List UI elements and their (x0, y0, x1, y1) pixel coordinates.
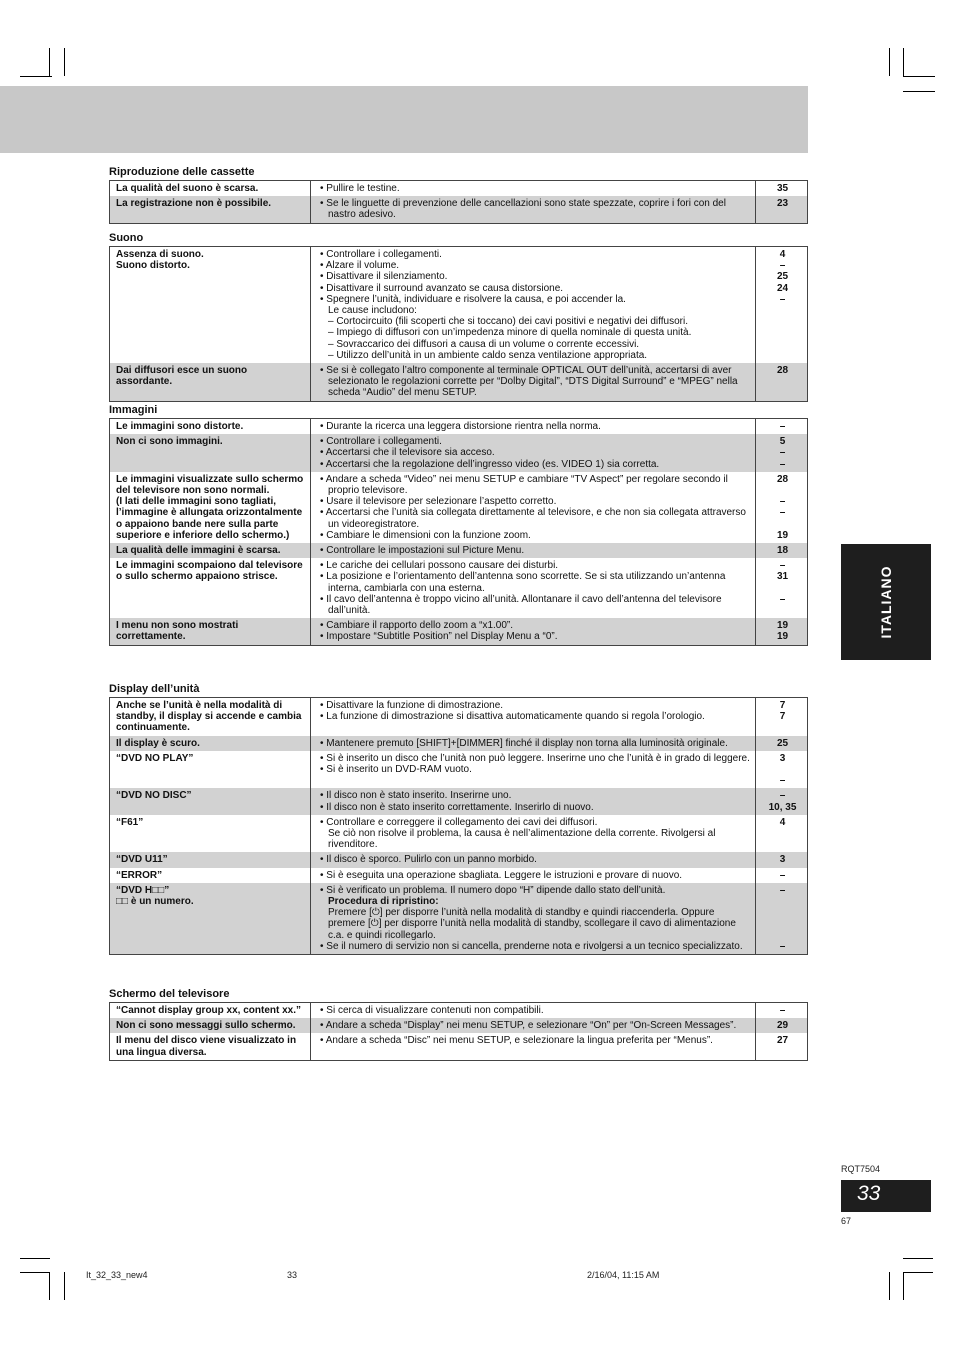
page-ref-line: – (779, 560, 786, 572)
crop-mark (903, 1272, 904, 1300)
page-ref-line: 29 (776, 1020, 789, 1032)
problem-cell (110, 419, 311, 435)
problem-line: I menu non sono mostrati correttamente. (116, 620, 239, 643)
page-ref-cell (756, 558, 808, 618)
solution-cell (311, 751, 756, 789)
section-title: Schermo del televisore (109, 988, 230, 1000)
problem-line: La qualità delle immagini è scarsa. (116, 545, 281, 557)
solution-cell (311, 434, 756, 472)
section-immagini (109, 403, 808, 646)
problem-cell (110, 868, 311, 883)
solution-line: – Impiego di diffusori con un’impedenza minore di quella nominale di questa unità. (328, 327, 692, 339)
problem-line: Dai diffusori esce un suono assordante. (116, 365, 248, 388)
solution-line: Se ciò non risolve il problema, la causa è nell’alimentazione della corrente. Rivolgersi al rivenditore. (328, 828, 716, 851)
problem-line: Anche se l’unità è nella modalità di standby, il display si accende e cambia continuamente. (116, 700, 302, 734)
table-row (110, 1003, 808, 1019)
table-row (110, 698, 808, 736)
crop-mark (20, 76, 52, 77)
problem-line: Le immagini visualizzate sullo schermo del televisore non sono normali. (116, 473, 304, 497)
solution-line: • Se le linguette di prevenzione delle cancellazioni sono state spezzate, coprire i fori con del nastro adesivo. (320, 198, 726, 221)
problem-cell (110, 1003, 311, 1019)
solution-cell (311, 472, 756, 543)
page-ref-cell (756, 434, 808, 472)
solution-line: • Se si è collegato l’altro componente al terminale OPTICAL OUT dell’unità, accertarsi di aver selezionato le regolazioni corrette per “Dolby Digital”, “DTS Digital Surround” e “MPEG” nella scheda “Audio” del menu SETUP. (320, 365, 738, 399)
page-ref-cell (756, 815, 808, 853)
crop-mark (49, 48, 50, 76)
page-ref-line: 19 (776, 620, 789, 632)
solution-line: • Andare a scheda “Video” nei menu SETUP e cambiare “TV Aspect” per regolare secondo il proprio televisore. (320, 473, 728, 497)
table-row (110, 883, 808, 955)
troubleshoot-table (109, 1002, 808, 1061)
crop-mark (64, 48, 65, 76)
solution-line: • Alzare il volume. (320, 260, 400, 272)
crop-mark (903, 76, 935, 77)
solution-line: • Disattivare il surround avanzato se causa distorsione. (320, 282, 564, 294)
solution-line: • Cambiare il rapporto dello zoom a “x1.00”. (320, 620, 514, 632)
problem-cell (110, 472, 311, 543)
crop-mark (903, 91, 935, 92)
table-row (110, 736, 808, 751)
page-ref-line: 10, 35 (768, 801, 797, 813)
page-ref-line: 5 (779, 436, 786, 448)
solution-line: • Il cavo dell’antenna è troppo vicino all’unità. Allontanare il cavo dell’antenna del televisore dall’unità. (320, 593, 722, 617)
page-ref-cell (756, 618, 808, 645)
problem-cell (110, 1033, 311, 1060)
problem-line: Suono distorto. (116, 260, 190, 272)
page-ref-line: 31 (776, 571, 789, 583)
language-tab-label: ITALIANO (878, 565, 894, 639)
page-ref-line (762, 519, 803, 530)
footer-datetime: 2/16/04, 11:15 AM (587, 1270, 660, 1280)
page-ref-cell (756, 883, 808, 955)
page-ref-cell (756, 852, 808, 867)
page-ref-line: 18 (776, 545, 789, 557)
crop-mark (889, 1272, 890, 1300)
problem-cell (110, 1018, 311, 1033)
table-row (110, 868, 808, 883)
solution-line: • Accertarsi che l’unità sia collegata direttamente al televisore, e che non sia collegata attraverso un videoregistratore. (320, 507, 746, 530)
solution-cell (311, 247, 756, 364)
table-row (110, 558, 808, 618)
problem-cell (110, 883, 311, 955)
page-ref-line: 25 (776, 737, 789, 749)
problem-line: La registrazione non è possibile. (116, 198, 272, 210)
page-ref-line: – (779, 421, 786, 432)
solution-line: • Si è eseguita una operazione sbagliata. Leggere le istruzioni e provare di nuovo. (320, 869, 683, 881)
solution-cell (311, 363, 756, 401)
solution-line: – Utilizzo dell’unità in un ambiente caldo senza ventilazione appropriata. (328, 349, 648, 361)
language-tab (841, 544, 931, 660)
crop-mark (889, 48, 890, 76)
solution-line: • Andare a scheda “Disc” nei menu SETUP, e selezionare la lingua preferita per “Menus”. (320, 1035, 713, 1047)
page-ref-cell (756, 363, 808, 401)
troubleshoot-table (109, 697, 808, 955)
page-ref-line: 19 (776, 631, 789, 643)
page-ref-line: 19 (776, 529, 789, 541)
page-ref-line: 25 (776, 271, 789, 283)
problem-line: “DVD U11” (116, 854, 168, 866)
page-ref-line: 4 (779, 249, 786, 260)
page-ref-line (762, 907, 803, 918)
solution-cell (311, 1033, 756, 1060)
page-ref-line: – (779, 293, 786, 305)
solution-cell (311, 736, 756, 751)
page-ref-cell (756, 1018, 808, 1033)
solution-cell (311, 698, 756, 736)
solution-line: – Sovraccarico dei diffusori a causa di un volume o corrente eccessivi. (328, 338, 640, 350)
solution-cell (311, 815, 756, 853)
page-ref-line: – (779, 458, 786, 470)
solution-cell (311, 181, 756, 197)
page-ref-line: – (779, 593, 786, 605)
page-ref-line (762, 896, 803, 907)
problem-cell (110, 247, 311, 364)
page-sub-number: 67 (841, 1216, 852, 1226)
page-ref-cell (756, 543, 808, 558)
page-ref-line: – (779, 775, 786, 787)
solution-cell (311, 1018, 756, 1033)
problem-cell (110, 736, 311, 751)
page-ref-cell (756, 1003, 808, 1019)
page-ref-cell (756, 736, 808, 751)
table-row (110, 1018, 808, 1033)
problem-line: □□ è un numero. (116, 896, 194, 908)
problem-line: Il menu del disco viene visualizzato in una lingua diversa. (116, 1035, 297, 1058)
solution-line: • Disattivare il silenziamento. (320, 271, 448, 283)
solution-line: • Le cariche dei cellulari possono causare dei disturbi. (320, 560, 559, 572)
table-row (110, 363, 808, 401)
section-suono (109, 231, 808, 402)
table-row (110, 543, 808, 558)
table-row (110, 788, 808, 814)
problem-cell (110, 751, 311, 789)
page-ref-line: 35 (776, 183, 789, 194)
solution-line: • Si è inserito un disco che l’unità non può leggere. Inserirne uno che l’unità è in grado di leggere. (320, 752, 750, 764)
solution-line: • La funzione di dimostrazione si disattiva automaticamente quando si regola l’orologio. (320, 711, 705, 723)
footer-page: 33 (287, 1270, 298, 1280)
solution-cell (311, 558, 756, 618)
table-row (110, 434, 808, 472)
crop-mark (903, 48, 904, 76)
section-display (109, 682, 808, 955)
page-ref-line: – (779, 447, 786, 459)
table-row (110, 751, 808, 789)
solution-line: • Controllare e correggere il collegamento dei cavi dei diffusori. (320, 816, 598, 828)
page-ref-line: – (779, 260, 786, 272)
table-row (110, 247, 808, 364)
solution-cell (311, 1003, 756, 1019)
page-ref-cell (756, 698, 808, 736)
solution-line: • Accertarsi che la regolazione dell’ingresso video (es. VIDEO 1) sia corretta. (320, 458, 660, 470)
problem-line: Le immagini sono distorte. (116, 421, 244, 432)
page-ref-cell (756, 472, 808, 543)
page-ref-line (762, 764, 803, 775)
problem-line: Il display è scuro. (116, 737, 200, 749)
problem-cell (110, 852, 311, 867)
page-ref-line (762, 485, 803, 496)
problem-line: “Cannot display group xx, content xx.” (116, 1005, 302, 1016)
troubleshoot-table (109, 418, 808, 646)
solution-cell (311, 543, 756, 558)
problem-line: Non ci sono messaggi sullo schermo. (116, 1020, 296, 1032)
page-ref-cell (756, 181, 808, 197)
solution-line: • Controllare i collegamenti. (320, 436, 442, 448)
troubleshoot-table (109, 180, 808, 224)
solution-line: • Controllare i collegamenti. (320, 249, 442, 260)
solution-cell (311, 419, 756, 435)
page-ref-line: – (779, 507, 786, 519)
page-ref-line: 4 (779, 816, 786, 828)
problem-cell (110, 788, 311, 814)
page-ref-line: – (779, 496, 786, 508)
section-title: Riproduzione delle cassette (109, 166, 255, 178)
problem-line: “ERROR” (116, 869, 163, 881)
problem-cell (110, 815, 311, 853)
page-ref-line: 7 (779, 711, 786, 723)
solution-line: • Pullire le testine. (320, 183, 400, 194)
table-row (110, 196, 808, 223)
page-ref-cell (756, 1033, 808, 1060)
table-row (110, 1033, 808, 1060)
solution-line: • Andare a scheda “Display” nei menu SETUP, e selezionare “On” per “On-Screen Messages”. (320, 1020, 737, 1032)
solution-line: • Durante la ricerca una leggera distorsione rientra nella norma. (320, 421, 601, 432)
solution-line: • Se il numero di servizio non si cancella, prenderne nota e rivolgersi a un tecnico specializzato. (320, 940, 743, 952)
solution-cell (311, 883, 756, 955)
solution-line: • Disattivare la funzione di dimostrazione. (320, 700, 504, 711)
page-number-box (841, 1180, 931, 1212)
problem-cell (110, 558, 311, 618)
header-band (0, 86, 808, 153)
problem-line: La qualità del suono è scarsa. (116, 183, 259, 194)
crop-mark (49, 1272, 50, 1300)
page-ref-line: – (779, 790, 786, 802)
problem-cell (110, 543, 311, 558)
table-row (110, 815, 808, 853)
table-row (110, 181, 808, 197)
page-ref-line: – (779, 884, 786, 896)
page-ref-cell (756, 751, 808, 789)
problem-cell (110, 434, 311, 472)
page-ref-cell (756, 868, 808, 883)
problem-line: “DVD H□□” (116, 884, 170, 896)
page-ref-line: 28 (776, 365, 789, 377)
problem-line: Le immagini scompaiono dal televisore o sullo schermo appaiono strisce. (116, 560, 303, 583)
solution-line: • Cambiare le dimensioni con la funzione zoom. (320, 529, 531, 541)
page-number: 33 (857, 1182, 881, 1205)
table-row (110, 618, 808, 645)
page-ref-line: 27 (776, 1035, 789, 1047)
page-ref-line: – (779, 1005, 786, 1016)
problem-line: “DVD NO PLAY” (116, 752, 194, 764)
solution-line: • Mantenere premuto [SHIFT]+[DIMMER] finché il display non torna alla luminosità originale. (320, 737, 728, 749)
problem-cell (110, 363, 311, 401)
crop-mark (20, 1272, 50, 1273)
solution-line: • Spegnere l’unità, individuare e risolvere la causa, e poi accender la. (320, 293, 626, 305)
solution-line: • Il disco non è stato inserito correttamente. Inserirlo di nuovo. (320, 801, 594, 813)
solution-cell (311, 196, 756, 223)
solution-line: • Il disco non è stato inserito. Inserirne uno. (320, 790, 512, 802)
page-ref-line: – (779, 940, 786, 952)
page-ref-cell (756, 247, 808, 364)
problem-line: “F61” (116, 816, 144, 828)
table-row (110, 852, 808, 867)
crop-mark (903, 1258, 933, 1259)
page-ref-cell (756, 788, 808, 814)
section-title: Display dell’unità (109, 683, 200, 695)
solution-line: – Cortocircuito (fili scoperti che si toccano) dei cavi positivi e negativi dei diffusori. (328, 316, 688, 328)
solution-line: • Si è inserito un DVD-RAM vuoto. (320, 764, 472, 776)
page-ref-line (762, 583, 803, 594)
page-ref-line: 24 (776, 282, 789, 294)
solution-line: • Usare il televisore per selezionare l’aspetto corretto. (320, 496, 557, 508)
page-ref-line: 23 (776, 198, 789, 210)
section-cassette (109, 165, 808, 224)
solution-line: • Si cerca di visualizzare contenuti non compatibili. (320, 1005, 544, 1016)
solution-line: • Accertarsi che il televisore sia acceso. (320, 447, 495, 459)
table-row (110, 472, 808, 543)
solution-line: • Si è verificato un problema. Il numero dopo “H” dipende dallo stato dell’unità. (320, 884, 666, 896)
page-ref-line (762, 930, 803, 941)
page-ref-line: – (779, 869, 786, 881)
solution-cell (311, 868, 756, 883)
problem-cell (110, 196, 311, 223)
solution-line: • Il disco è sporco. Pulirlo con un panno morbido. (320, 854, 537, 866)
table-row (110, 419, 808, 435)
crop-mark (20, 1258, 50, 1259)
section-title: Suono (109, 232, 144, 244)
page-ref-line (762, 918, 803, 929)
page-ref-line: 3 (779, 752, 786, 764)
problem-line: “DVD NO DISC” (116, 790, 192, 802)
model-code: RQT7504 (841, 1164, 881, 1174)
problem-cell (110, 698, 311, 736)
page-ref-line: 7 (779, 700, 786, 711)
problem-line: Assenza di suono. (116, 249, 204, 260)
solution-line: • La posizione e l’orientamento dell’antenna sono scorrette. Se si sta utilizzando un’antenna interna, cambiarla con una esterna. (320, 571, 726, 594)
crop-mark (64, 1272, 65, 1300)
problem-cell (110, 181, 311, 197)
solution-line: Premere [⏻] per disporre l’unità nella modalità di standby e quindi riaccenderla. Oppure premere [⏻] per disporre l’unità nella modalità di standby, scollegare il cavo di alimentazione c.a. e quindi ricollegarlo. (328, 907, 736, 941)
page-ref-cell (756, 419, 808, 435)
solution-cell (311, 852, 756, 867)
page-ref-line: 3 (779, 854, 786, 866)
problem-line: (I lati delle immagini sono tagliati, l’immagine è allungata orizzontalmente o appaiono bande nere sulla parte superiore e inferiore dello schermo.) (116, 496, 303, 541)
solution-line: Le cause includono: (328, 305, 417, 317)
solution-line: • Impostare “Subtitle Position” nel Display Menu a “0”. (320, 631, 558, 643)
problem-cell (110, 618, 311, 645)
section-title: Immagini (109, 404, 158, 416)
solution-line: • Controllare le impostazioni sul Picture Menu. (320, 545, 525, 557)
page-ref-cell (756, 196, 808, 223)
section-schermo (109, 987, 808, 1061)
crop-mark (903, 1272, 933, 1273)
problem-line: Non ci sono immagini. (116, 436, 223, 448)
footer-file: It_32_33_new4 (86, 1270, 148, 1280)
solution-cell (311, 788, 756, 814)
solution-line: Procedura di ripristino: (328, 896, 439, 908)
page-ref-line: 28 (776, 473, 789, 485)
solution-cell (311, 618, 756, 645)
troubleshoot-table (109, 246, 808, 402)
